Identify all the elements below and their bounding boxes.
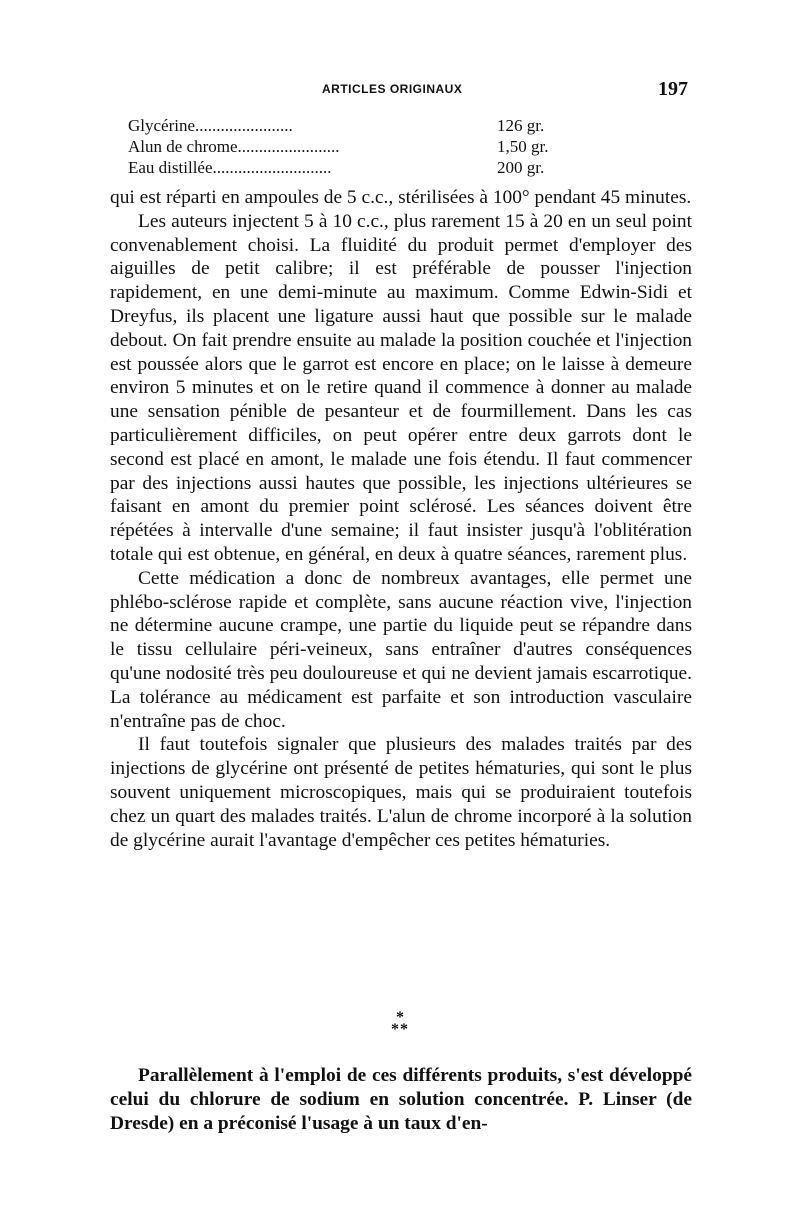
ingredient-name: Glycérine....................... [128,116,293,135]
asterism-bottom: ** [391,1021,409,1038]
article-body [110,186,692,852]
recipe-item [128,116,608,137]
paragraph: Les auteurs injectent 5 à 10 c.c., plus rarement 15 à 20 en un seul point convenablement choisi. La fluidité du produit permet d'employer des aiguilles de petit calibre; il est préférable de pousser l'injection rapidement, en une demi-minute au maximum. Comme Edwin-Sidi et Dreyfus, ils placent une ligature aussi haut que possible sur le malade debout. On fait prendre ensuite au malade la position couchée et l'injection est poussée alors que le garrot est encore en place; on le laisse à demeure environ 5 minutes et on le retire quand il commence à donner au malade une sensation pénible de pesanteur et de fourmillement. Dans les cas particulièrement difficiles, on peut opérer entre deux garrots dont le second est placé en amont, le malade une fois étendu. Il faut commencer par des injections aussi hautes que possible, les injections ultérieures se faisant en amont du premier point sclérosé. Les séances doivent être répétées à intervalle d'une semaine; il faut insister jusqu'à l'oblitération totale qui est obtenue, en général, en deux à quatre séances, rarement plus. [110,210,692,565]
section-body [110,1064,692,1136]
ingredient-quantity: 1,50 gr. [497,137,549,156]
section-separator [0,1009,800,1038]
recipe-list [128,116,608,179]
paragraph: Cette médication a donc de nombreux avantages, elle permet une phlébo-sclérose rapide et complète, sans aucune réaction vive, l'injection ne détermine aucune crampe, une partie du liquide peut se répandre dans le tissu cellulaire péri-veineux, sans entraîner d'autres conséquences qu'une nodosité très peu douloureuse et qui ne devient jamais escarrotique. La tolérance au médicament est parfaite et son introduction vasculaire n'entraîne pas de choc. [110,567,692,732]
paragraph: Il faut toutefois signaler que plusieurs des malades traités par des injections de glycérine ont présenté de petites hématuries, qui sont le plus souvent uniquement microscopiques, mais qui se produiraient toutefois chez un quart des malades traités. L'alun de chrome incorporé à la solution de glycérine aurait l'avantage d'empêcher ces petites hématuries. [110,734,692,851]
running-head [110,78,690,104]
ingredient-name: Alun de chrome........................ [128,137,340,156]
running-title: ARTICLES ORIGINAUX [322,82,463,96]
ingredient-quantity: 200 gr. [497,158,545,177]
recipe-item [128,137,608,158]
recipe-item [128,158,608,179]
paragraph: Parallèlement à l'emploi de ces différents produits, s'est développé celui du chlorure de sodium en solution concentrée. P. Linser (de Dresde) en a préconisé l'usage à un taux d'en- [110,1065,692,1134]
asterism-top: * [396,1009,404,1026]
ingredient-quantity: 126 gr. [497,116,545,135]
paragraph: qui est réparti en ampoules de 5 c.c., stérilisées à 100° pendant 45 minutes. [110,187,692,208]
page-number: 197 [658,78,688,100]
ingredient-name: Eau distillée............................ [128,158,332,177]
